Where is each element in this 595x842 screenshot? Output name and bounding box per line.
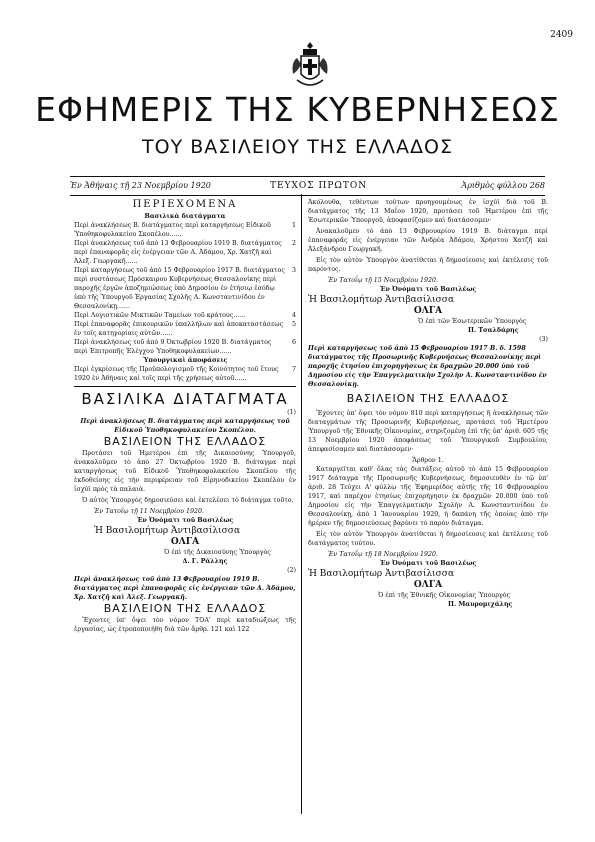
section-title: ΒΑΣΙΛΙΚΑ ΔΙΑΤΑΓΜΑΤΑ xyxy=(81,390,289,408)
decree-paragraph: Ἀκόλουθα, τεθέντων τούτων προηγουμένως ἐν ἰσχύϊ διὰ τοῦ Β. διατάγματος τῆς 13 Μαΐου 1920, προτάσει τοῦ Ἡμετέρου ἐπὶ τῆς Ἐσωτερικῶν Ὑπουργοῦ, ἀποφασίζομεν καὶ διατάσσομεν· xyxy=(308,199,548,224)
regent-signature: ΟΛΓΑ xyxy=(170,537,200,547)
issue-sheet-number: Ἀριθμὸς φύλλου 268 xyxy=(461,181,545,190)
contents-item: Περὶ Λογιστικῶν Μικτικῶν Ταμείων τοῦ κράτους...... 4 xyxy=(74,312,296,319)
regent-title: Ἡ Βασιλομήτωρ Ἀντιβασίλισσα xyxy=(308,569,455,579)
contents-item: Περὶ ἐγκρίσεως τῆς Προϋπολογισμοῦ τῆς Κοινότητος τοῦ ἔτους 1920 ἐν Ἀθήναις καὶ τοῖς περὶ τῆς χρήσεως αὐτοῦ...... 7 xyxy=(74,366,296,382)
regent-title: Ἡ Βασιλομήτωρ Ἀντιβασίλισσα xyxy=(308,295,455,305)
contents-heading: ΠΕΡΙΕΧΟΜΕΝΑ xyxy=(132,199,238,210)
decree-date: Ἐν Τατοΐῳ τῇ 18 Νοεμβρίου 1920. xyxy=(328,551,439,558)
contents-item: Περὶ καταργήσεως τοῦ ἀπὸ 15 Φεβρουαρίου 1917 Β. διατάγματος περὶ συστάσεως Πρόσκαιρου Κυβερνήσεως Θεσσαλονίκης περὶ παροχῆς ἐργῶν ἀποζημιώσεως ὑπὸ Δημοσίου ἐν ἐτήσιῳ ἐσόδῳ ὑπὸ τῆς Ὑπουργοῦ Ἐργασίας Σχολῆς Α. Κωνσταντινίδου ἐν Θεσσαλονίκῃ...... 3 xyxy=(74,267,296,310)
in-name-of-king: Ἐν Ὀνόματι τοῦ Βασιλέως xyxy=(379,286,477,293)
contents-section-decrees: Βασιλικὰ διατάγματα xyxy=(144,213,226,220)
decree-paragraph: Εἰς τὸν αὐτὸν Ὑπουργὸν ἀνατίθεται ἡ δημοσίευσις καὶ ἐκτέλεσις τοῦ διατάγματος τούτου. xyxy=(308,531,548,547)
left-column xyxy=(74,198,296,636)
in-name-of-king: Ἐν Ὀνόματι τοῦ Βασιλέως xyxy=(379,560,477,567)
minister-title: Ὁ ἐπὶ τῆς Ἐθνικῆς Οἰκονομίας Ὑπουργὸς xyxy=(378,592,511,599)
regent-signature: ΟΛΓΑ xyxy=(413,580,443,590)
minister-title: Ὁ ἐπὶ τῆς Δικαιοσύνης Ὑπουργὸς xyxy=(164,549,271,556)
contents-item: Περὶ ἀνακλήσεως Β. διατάγματος περὶ καταργήσεως Εἰδικοῦ Ὑποθηκοφυλακείου Σκοπέλου...... 1 xyxy=(74,222,296,238)
divider xyxy=(74,386,296,387)
minister-title: Ὁ ἐπὶ τῶν Ἐσωτερικῶν Ὑπουργὸς xyxy=(418,318,527,325)
decree-number: (2) xyxy=(287,567,296,574)
issue-series: ΤΕΥΧΟΣ ΠΡΩΤΟΝ xyxy=(270,181,368,191)
decree-date: Ἐν Τατοΐῳ τῇ 15 Νοεμβρίου 1920. xyxy=(328,277,439,284)
contents-item: Περὶ ἀνακλήσεως τοῦ ἀπὸ 9 Ὀκτωβρίου 1920 Β. διατάγματος περὶ Ἐπιτροπῆς Ἐλέγχου Ὑποθηκοφυλακείων...... 6 xyxy=(74,339,296,355)
decree-date: Ἐν Τατοΐῳ τῇ 11 Νοεμβρίου 1920. xyxy=(94,508,205,515)
kingdom-heading: ΒΑΣΙΛΕΙΟΝ ΤΗΣ ΕΛΛΑΔΟΣ xyxy=(103,435,267,448)
decree-title: Περὶ καταργήσεως τοῦ ἀπὸ 15 Φεβρουαρίου 1917 Β. δ. 1598 διατάγματος τῆς Προσωρινῆς Κυβερνήσεως Θεσσαλονίκης περὶ παροχῆς ἐτησίου ἐπιχορηγήσεως ἐκ δραχμῶν 20.000 ὑπὸ τοῦ Δημοσίου εἰς τὴν Ἐπαγγελματικὴν Σχολὴν Α. Κωνσταντινίδου ἐν Θεσσαλονίκῃ. xyxy=(308,345,547,388)
royal-crest-icon xyxy=(289,40,331,92)
masthead-subtitle: ΤΟΥ ΒΑΣΙΛΕΙΟΥ ΤΗΣ ΕΛΛΑΔΟΣ xyxy=(142,136,453,158)
issue-bar xyxy=(70,176,545,196)
kingdom-heading: ΒΑΣΙΛΕΙΟΝ ΤΗΣ ΕΛΛΑΔΟΣ xyxy=(103,602,267,615)
page-number: 2409 xyxy=(550,30,573,40)
decree-paragraph: Καταργεῖται καθ' ὅλας τὰς διατάξεις αὐτοῦ τὸ ἀπὸ 15 Φεβρουαρίου 1917 διάταγμα τῆς Προσωρινῆς Κυβερνήσεως, δημοσιευθὲν ἐν τῷ ὑπ' ἀριθ. 28 Τεύχει Α' φύλλῳ τῆς Ἐφημερίδος αὐτῆς τῆς 16 Φεβρουαρίου 1917, καὶ παρέχον ἐτησίως ἐπιχορήγησιν ἐκ δραχμῶν 20.000 ὑπὸ τοῦ Δημοσίου εἰς τὴν Ἐπαγγελματικὴν Σχολὴν Α. Κωνσταντινίδου ἐν Θεσσαλονίκῃ, ἀπὸ 1 Ἰανουαρίου 1920, ἡ δαπάνη τῆς ὁποίας ἀπὸ τὴν ἡμέραν τῆς δημοσιεύσεως βαρύνει τὸ παρὸν διάταγμα. xyxy=(308,466,548,527)
contents-item: Περὶ ἀνακλήσεως τοῦ ἀπὸ 13 Φεβρουαρίου 1919 Β. διατάγματος περὶ ἐπαναφορᾶς εἰς ἐνέργειαν τῶν Α. Ἀδάμου, Χρ. Χατζῆ καὶ Ἀλεξ. Γεωργακῆ...... 2 xyxy=(74,240,296,265)
column-divider xyxy=(301,194,302,814)
issue-place-date: Ἐν Ἀθήναις τῇ 23 Νοεμβρίου 1920 xyxy=(70,181,211,190)
contents-section-decisions: Ὑπουργικαὶ ἀποφάσεις xyxy=(142,357,228,364)
contents-item: Περὶ ἐπαναφορᾶς ἐπικουρικῶν ὑπαλλήλων καὶ ἀποκαταστάσεως ἐν τοῖς κατηγορίαις αὐτῶν...... 5 xyxy=(74,321,296,337)
minister-signature: Π. Τσαλδάρης xyxy=(468,327,519,334)
kingdom-heading: ΒΑΣΙΛΕΙΟΝ ΤΗΣ ΕΛΛΑΔΟΣ xyxy=(346,392,510,405)
article-heading: Ἄρθρον 1. xyxy=(412,457,444,464)
right-column xyxy=(308,198,548,609)
decree-paragraph: Ἀνακαλοῦμεν τὸ ἀπὸ 13 Φεβρουαρίου 1919 Β. διάταγμα περὶ ἐπαναφορᾶς εἰς ἐνέργειαν τῶν Ἀνδρέα Ἀδάμου, Χρήστου Χατζῆ καὶ Ἀλεξάνδρου Γεωργακῆ. xyxy=(308,228,548,253)
decree-paragraph: Ἔχοντες ὑπ' ὄψει τὸν νόμον 810 περὶ καταργήσεως ἢ ἀνακλήσεως τῶν διαταγμάτων τῆς Προσωρινῆς Κυβερνήσεως, προτάσει τοῦ Ἡμετέρου Ὑπουργοῦ τῆς Ἐθνικῆς Οἰκονομίας, στηριζομένῃ ἐπὶ τῆς ὑπ' ἀριθ. 605 τῆς 13 Νοεμβρίου 1920 ἀποφάσεως τοῦ Ὑπουργικοῦ Συμβουλίου, ἀπεφασίσαμεν καὶ διατάσσομεν· xyxy=(308,410,548,453)
decree-title: Περὶ ἀνακλήσεως Β. διατάγματος περὶ καταργήσεως τοῦ Εἰδικοῦ Ὑποθηκοφυλακείου Σκοπέλου. xyxy=(80,418,290,434)
decree-number: (1) xyxy=(287,409,296,416)
regent-signature: ΟΛΓΑ xyxy=(413,306,443,316)
decree-title: Περὶ ἀνακλήσεως τοῦ ἀπὸ 13 Φεβρουαρίου 1919 Β. διατάγματος περὶ ἐπαναφορᾶς εἰς ἐνέργειαν τῶν Α. Ἀδάμου, Χρ. Χατζῆ καὶ Ἀλεξ. Γεωργακῆ. xyxy=(74,576,296,601)
regent-title: Ἡ Βασιλομήτωρ Ἀντιβασίλισσα xyxy=(94,526,241,536)
contents-list-decrees xyxy=(74,221,296,356)
decree-paragraph: Ἔχοντες ὑπ' ὄψει τὸν νόμον ΤΟΑ' περὶ καταδιώξεως τῆς ἐργασίας, ὡς ἐτροποποιήθη διὰ τῶν ἄρθρ. 121 καὶ 122 xyxy=(74,617,296,633)
masthead-title: ΕΦΗΜΕΡΙΣ ΤΗΣ ΚΥΒΕΡΝΗΣΕΩΣ xyxy=(35,90,560,129)
decree-paragraph: Ὁ αὐτὸς Ὑπουργὸς δημοσιεύσει καὶ ἐκτελέσει τὸ διάταγμα τοῦτο. xyxy=(82,497,294,504)
in-name-of-king: Ἐν Ὀνόματι τοῦ Βασιλέως xyxy=(136,517,234,524)
decree-paragraph: Εἰς τὸν αὐτὸν Ὑπουργὸν ἀνατίθεται ἡ δημοσίευσις καὶ ἐκτέλεσις τοῦ παρόντος. xyxy=(308,257,548,273)
minister-signature: Δ. Γ. Ράλλης xyxy=(182,558,228,565)
minister-signature: Π. Μαυρομιχάλης xyxy=(448,601,513,608)
decree-number: (3) xyxy=(539,336,548,343)
decree-paragraph: Προτάσει τοῦ Ἡμετέρου ἐπὶ τῆς Δικαιοσύνης Ὑπουργοῦ, ἀνακαλοῦμεν τὸ ἀπὸ 27 Ὀκτωβρίου 1920 Β. διάταγμα περὶ καταργήσεως τοῦ Εἰδικοῦ Ὑποθηκοφυλακείου Σκοπέλου τῆς ἐκδοθείσης εἰς τὴν περιφέρειαν τοῦ Εἰρηνοδικείου Σκοπέλου ἐν ἰσχύϊ πρὸς τὰ παλαιὰ. xyxy=(74,450,296,493)
